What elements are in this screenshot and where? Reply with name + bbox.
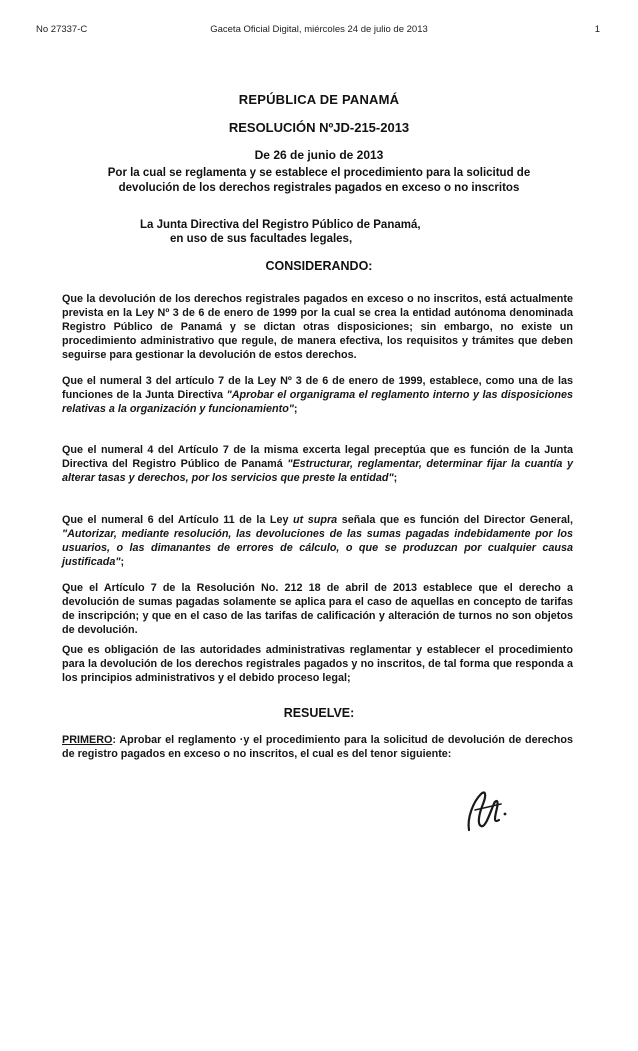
signature-initials: [455, 780, 515, 840]
quoted-text: "Aprobar el organigrama el reglamento interno y las disposiciones relativas a la organización y funcionamiento": [62, 388, 573, 415]
issuer-block: [140, 218, 430, 246]
paragraph-text: señala que es función del Director General,: [337, 514, 573, 526]
header-gazette-date: Gaceta Oficial Digital, miércoles 24 de julio de 2013: [210, 24, 428, 35]
considerando-paragraph-5: Que el Artículo 7 de la Resolución No. 212 18 de abril de 2013 establece que el derecho a devolución de sumas pagadas solamente se aplica para el caso de aquellas en concepto de tarifas de inscripción; y que en el caso de las tarifas de calificación y alteración de turnos no son objetos de devolución.: [62, 582, 573, 636]
resolution-number: RESOLUCIÓN NºJD-215-2013: [228, 120, 410, 135]
latin-term: ut supra: [293, 514, 338, 526]
issuer-line-2: en uso de sus facultades legales,: [170, 233, 353, 245]
considerando-heading: CONSIDERANDO:: [265, 259, 373, 273]
quoted-text: "Autorizar, mediante resolución, las devoluciones de las sumas pagadas indebidamente por los usuarios, o las dimanantes de errores de cálculo, o que se produzcan por cualquier causa justificada": [62, 527, 573, 568]
considerando-paragraph-2: [62, 375, 573, 417]
quoted-text: "Estructurar, reglamentar, determinar fijar la cuantía y alterar tasas y derechos, por los servicios que preste la entidad": [62, 457, 573, 484]
issuer-line-1: La Junta Directiva del Registro Público de Panamá,: [140, 219, 421, 231]
paragraph-text: Que el numeral 6 del Artículo 11 de la Ley: [62, 514, 294, 526]
paragraph-text: ;: [120, 555, 125, 568]
header-document-number: No 27337-C: [36, 24, 88, 35]
resolution-date: De 26 de junio de 2013: [254, 148, 384, 162]
paragraph-text: ;: [393, 471, 398, 484]
considerando-paragraph-1: Que la devolución de los derechos registrales pagados en exceso o no inscritos, está actualmente prevista en la Ley Nº 3 de 6 de enero de 1999 por la cual se crea la entidad autónoma denominada Registro Público de Panamá y se dictan otras disposiciones; sin embargo, no existe un procedimiento administrativo que regule, de manera efectiva, los requisitos y trámites que deben seguirse para gestionar la devolución de estos derechos.: [62, 293, 573, 361]
article-primero: [62, 734, 573, 762]
country-title: REPÚBLICA DE PANAMÁ: [238, 92, 400, 107]
considerando-paragraph-6: Que es obligación de las autoridades administrativas reglamentar y establecer el procedimiento para la devolución de los derechos registrales pagados y no inscritos, de tal forma que responda a los principios administrativos y el debido proceso legal;: [62, 644, 573, 684]
resolution-subject: Por la cual se reglamenta y se establece el procedimiento para la solicitud de devolución de los derechos registrales pagados en exceso o no inscritos: [107, 167, 531, 194]
resuelve-heading: RESUELVE:: [283, 706, 355, 720]
header-page-number: 1: [594, 24, 600, 35]
article-text: : Aprobar el reglamento ·y el procedimiento para la solicitud de devolución de derechos de registro pagados en exceso o no inscritos, el cual es del tenor siguiente:: [62, 734, 573, 760]
considerando-paragraph-4: [62, 514, 573, 570]
paragraph-text: Que el numeral 4 del Artículo 7 de la misma excerta legal preceptúa que es función de la Junta Directiva del Registro Público de Panamá: [62, 444, 573, 470]
paragraph-text: ;: [293, 402, 298, 415]
considerando-paragraph-3: [62, 444, 573, 486]
article-label: PRIMERO: [62, 734, 113, 746]
paragraph-text: Que el numeral 3 del artículo 7 de la Ley Nº 3 de 6 de enero de 1999, establece, como una de las funciones de la Junta Directiva: [62, 375, 573, 401]
